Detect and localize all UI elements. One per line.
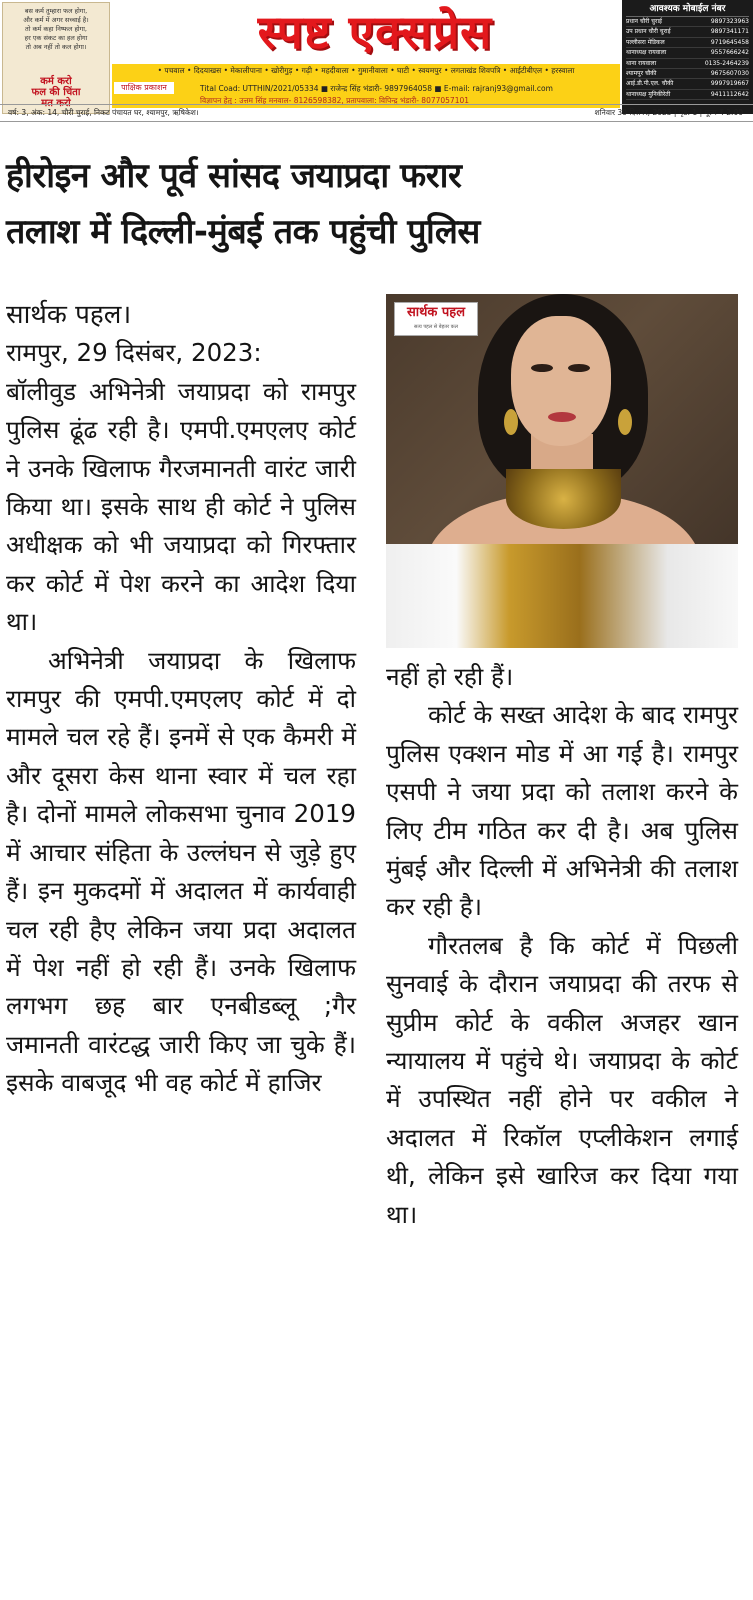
photo-watermark-logo bbox=[394, 302, 478, 336]
contact-row bbox=[626, 17, 749, 27]
article-column-2 bbox=[386, 658, 738, 1234]
quote-line: हर एक संकट का हल होगा bbox=[24, 34, 88, 42]
article-dateline: रामपुर, 29 दिसंबर, 2023: bbox=[6, 338, 262, 368]
advertising-info: विज्ञापन हेतु : उत्तम सिंह मनवाल- 8126598382, प्रतापवाला: विपिन्द्र भंडारी- 8077057101 bbox=[200, 96, 470, 105]
quote-line: तो कर्म कहा निष्फल होगा, bbox=[24, 25, 87, 33]
contact-number: 9897323963 bbox=[710, 18, 749, 25]
contact-label: श्यामपुर चौकी bbox=[626, 70, 657, 78]
article-paragraph: नहीं हो रही हैं। bbox=[386, 662, 514, 691]
contact-number: 9411112642 bbox=[710, 90, 749, 98]
quote-line: और कर्म में अगर सच्चाई है। bbox=[23, 16, 89, 24]
contacts-panel bbox=[622, 0, 753, 114]
contact-row bbox=[626, 48, 749, 58]
article-paragraph: गौरतलब है कि कोर्ट में पिछली सुनवाई के दौरान जयाप्रदा की तरफ से सुप्रीम कोर्ट के वकील अजहर खान न्यायालय में पहुंचे थे। जयाप्रदा के कोर्ट में उपस्थित नहीं होने पर वकील ने अदालत में रिकॉल एप्लीकेशन लगाई थी, लेकिन इसे खारिज कर दिया गया था। bbox=[386, 930, 738, 1229]
newspaper-logo: स्पष्ट एक्सप्रेस bbox=[257, 5, 493, 59]
contact-number: 9897341171 bbox=[710, 28, 749, 36]
quote-cta-line: कर्म करो bbox=[40, 76, 72, 87]
necklace bbox=[506, 469, 621, 529]
quote-line: तो अब नहीं तो कल होगा। bbox=[25, 43, 87, 51]
contact-number: 9719645458 bbox=[710, 38, 749, 46]
contact-number: 0135-2464239 bbox=[704, 59, 749, 67]
contact-row bbox=[626, 69, 749, 79]
contact-row bbox=[626, 59, 749, 69]
contact-row bbox=[626, 38, 749, 48]
quote-cta-line: मत करो bbox=[41, 98, 71, 109]
article-column-1 bbox=[6, 296, 356, 1103]
headline-line: तलाश में दिल्ली-मुंबई तक पहुंची पुलिस bbox=[6, 212, 480, 252]
contact-row bbox=[626, 90, 749, 100]
contact-label: आई.डी.पी.एल. चौकी bbox=[626, 80, 674, 88]
contacts-title: आवश्यक मोबाईल नंबर bbox=[626, 2, 749, 17]
contact-label: उप प्रधान चौरी चुराई bbox=[626, 28, 671, 36]
coverage-areas: • पचवाल • दिदयाखस • मेकालीपाना • खोरीगुड़ • गढ़ी • महदीवाला • गुमानीवाला • घाटी • स्वयमपुर • लगताखंड शिवपत्रि • आईटीबीएल • हरस्वाला bbox=[157, 66, 575, 75]
quote-cta-line: फल की चिंता bbox=[31, 87, 81, 98]
quote-line: बस कर्म तुम्हारा फल होगा, bbox=[24, 7, 88, 15]
watermark-title: सार्थक पहल bbox=[406, 305, 466, 320]
publication-type: पाक्षिक प्रकाशन bbox=[114, 82, 174, 94]
contact-number: 9675607030 bbox=[710, 70, 749, 78]
issue-date: शनिवार 30 दिसंबर, 2023 | पृष्ठ: 1 | मूल्य ₹ 2.00 bbox=[594, 108, 743, 117]
quote-box bbox=[2, 2, 110, 114]
contact-row bbox=[626, 79, 749, 89]
contact-label: थानाध्यक्ष रायवाला bbox=[626, 49, 667, 57]
issue-info: वर्ष: 3, अंक: 14, चौरी चुराई, निकट पंचायत घर, श्यामपुर, ऋषिकेश। bbox=[8, 108, 199, 117]
contact-number: 9557666242 bbox=[710, 49, 749, 57]
article-paragraph: अभिनेत्री जयाप्रदा के खिलाफ रामपुर की एमपी.एमएलए कोर्ट में दो मामले चल रहे हैं। इनमें से एक कैमरी में और दूसरा केस थाना स्वार में चल रहा है। दोनों मामले लोकसभा चुनाव 2019 में आचार संहिता के उल्लंघन से जुड़े हुए हैं। इन मुकदमों में अदालत में कार्यवाही चल रही हैए लेकिन जया प्रदा अदालत में पेश नहीं हो रही हैं। उनके खिलाफ लगभग छह बार एनबीडब्लू ;गैर जमानती वारंटद्ध जारी किए जा चुके हैं। इसके वाबजूद भी वह कोर्ट में हाजिर bbox=[6, 645, 356, 1098]
contact-label: पल्लीसरा मेडिकल bbox=[626, 38, 665, 46]
registration-info: Tital Coad: UTTHIN/2021/05334 ■ राजेन्द्र सिंह भंडारी- 9897964058 ■ E-mail: rajranj93@gmail.com bbox=[200, 84, 553, 93]
contact-label: प्रधान चौरी चुराई bbox=[626, 18, 662, 25]
masthead bbox=[0, 0, 753, 122]
contact-label: थानाध्यक्ष मुनिकीरेती bbox=[626, 90, 671, 98]
article-paragraph: कोर्ट के सख्त आदेश के बाद रामपुर पुलिस एक्शन मोड में आ गई है। रामपुर एसपी ने जया प्रदा को तलाश करने के लिए टीम गठित कर दी है। अब पुलिस मुंबई और दिल्ली में अभिनेत्री की तलाश कर रही है। bbox=[386, 700, 738, 922]
issue-strip bbox=[0, 104, 753, 122]
watermark-subtitle: सत्य पहल से बेहतर कल bbox=[414, 324, 458, 330]
article-source: सार्थक पहल। bbox=[6, 300, 132, 330]
contact-number: 9997919667 bbox=[710, 80, 749, 88]
article-headline bbox=[6, 148, 746, 260]
headline-line: हीरोइन और पूर्व सांसद जयाप्रदा फरार bbox=[6, 156, 462, 196]
contact-row bbox=[626, 27, 749, 37]
article-photo bbox=[386, 294, 738, 648]
contact-label: थाना रायवाला bbox=[626, 59, 657, 67]
article-paragraph: बॉलीवुड अभिनेत्री जयाप्रदा को रामपुर पुलिस ढूंढ रही है। एमपी.एमएलए कोर्ट ने उनके खिलाफ गैरजमानती वारंट जारी किया था। इसके साथ ही कोर्ट ने पुलिस अधीक्षक को भी जयाप्रदा को गिरफ्तार कर कोर्ट में पेश करने का आदेश दिया था। bbox=[6, 376, 356, 637]
